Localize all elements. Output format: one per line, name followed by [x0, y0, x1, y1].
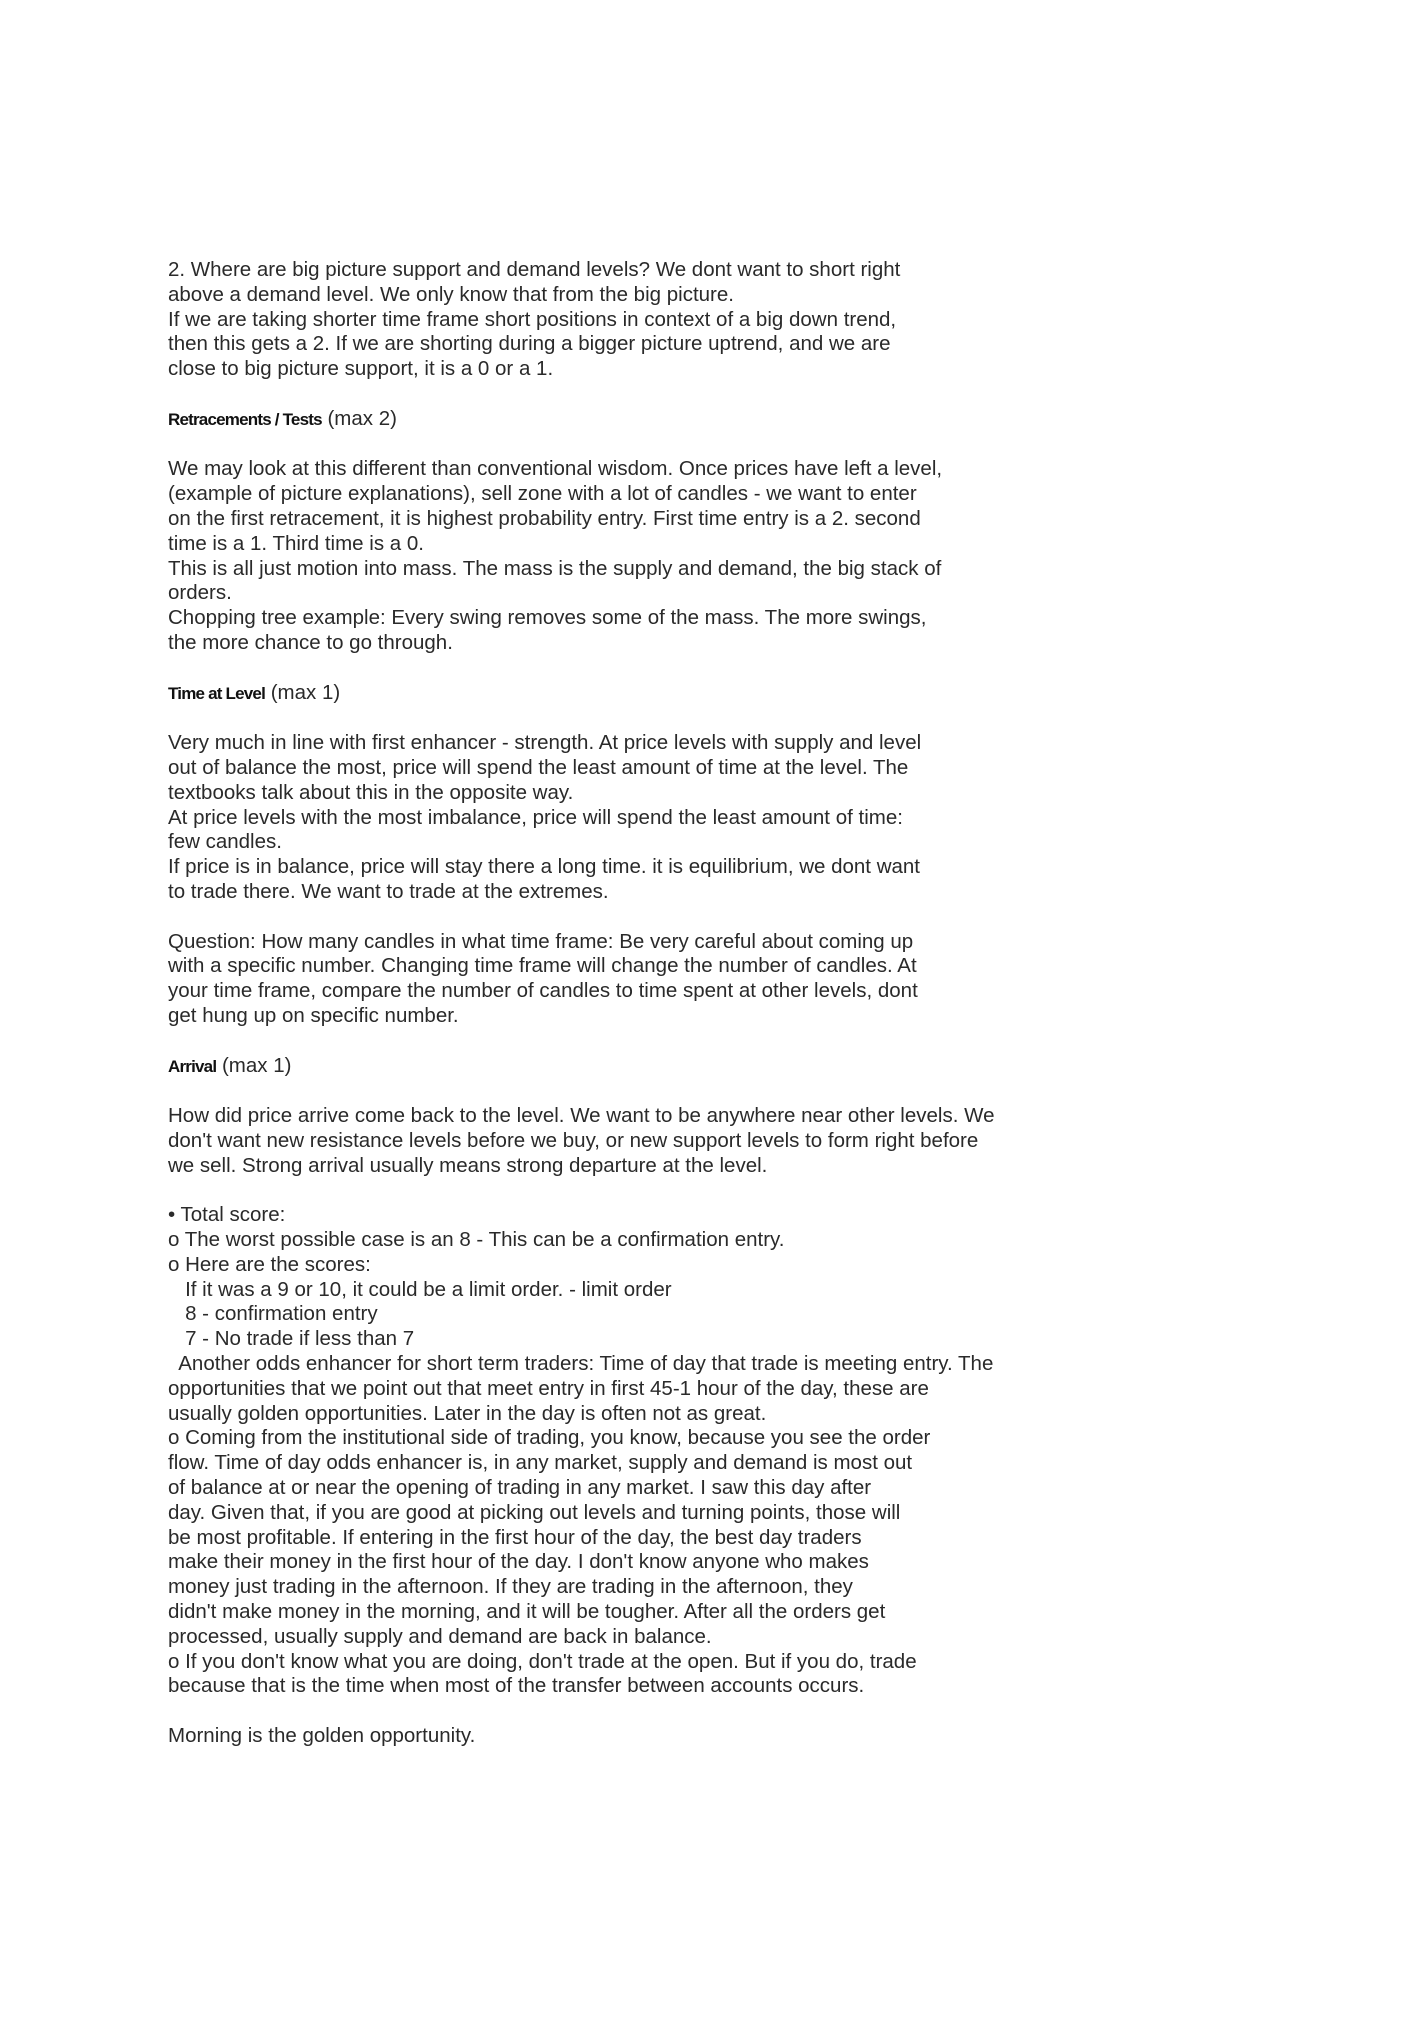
text-line: out of balance the most, price will spend the least amount of time at the level. The	[168, 755, 909, 779]
text-line: (example of picture explanations), sell zone with a lot of candles - we want to enter	[168, 482, 917, 506]
text-line: because that is the time when most of the transfer between accounts occurs.	[168, 1674, 865, 1698]
text-line: close to big picture support, it is a 0 or a 1.	[168, 357, 554, 381]
text-line: If price is in balance, price will stay there a long time. it is equilibrium, we dont want	[168, 855, 921, 879]
arrival-paragraph	[168, 1104, 1248, 1178]
time-at-level-title: Time at Level	[168, 683, 266, 703]
text-line: o Here are the scores:	[168, 1252, 371, 1276]
text-line: be most profitable. If entering in the first hour of the day, the best day traders	[168, 1525, 862, 1549]
text-line: didn't make money in the morning, and it will be tougher. After all the orders get	[168, 1600, 886, 1624]
text-line: get hung up on specific number.	[168, 1003, 459, 1027]
text-line: on the first retracement, it is highest probability entry. First time entry is a 2. second	[168, 506, 921, 530]
text-line: o The worst possible case is an 8 - This can be a confirmation entry.	[168, 1228, 785, 1252]
text-line: day. Given that, if you are good at picking out levels and turning points, those will	[168, 1500, 901, 1524]
text-line: above a demand level. We only know that from the big picture.	[168, 282, 734, 306]
text-line: then this gets a 2. If we are shorting during a bigger picture uptrend, and we are	[168, 332, 891, 356]
text-line: Another odds enhancer for short term traders: Time of day that trade is meeting entry. The	[168, 1352, 994, 1376]
text-line: make their money in the first hour of the day. I don't know anyone who makes	[168, 1550, 869, 1574]
text-line: the more chance to go through.	[168, 630, 453, 654]
closing-line: Morning is the golden opportunity.	[168, 1724, 476, 1748]
time-at-level-heading	[168, 681, 1248, 707]
support-demand-paragraph	[168, 258, 1248, 382]
text-line: don't want new resistance levels before we buy, or new support levels to form right before	[168, 1128, 979, 1152]
question-paragraph	[168, 930, 1248, 1029]
retracements-heading	[168, 407, 1248, 433]
text-line: o If you don't know what you are doing, don't trade at the open. But if you do, trade	[168, 1649, 917, 1673]
text-line: processed, usually supply and demand are back in balance.	[168, 1624, 712, 1648]
text-line: Chopping tree example: Every swing removes some of the mass. The more swings,	[168, 606, 927, 630]
arrival-title: Arrival	[168, 1056, 217, 1076]
time-at-level-paragraph	[168, 731, 1248, 905]
total-score-section	[168, 1203, 1248, 1699]
text-line: 2. Where are big picture support and demand levels? We dont want to short right	[168, 258, 901, 281]
text-line: orders.	[168, 581, 232, 605]
text-line: If it was a 9 or 10, it could be a limit order. - limit order	[168, 1277, 672, 1301]
text-line: If we are taking shorter time frame short positions in context of a big down trend,	[168, 307, 897, 331]
retracements-paragraph	[168, 457, 1248, 655]
text-line: we sell. Strong arrival usually means strong departure at the level.	[168, 1153, 768, 1177]
arrival-max: (max 1)	[216, 1053, 292, 1077]
text-line: o Coming from the institutional side of trading, you know, because you see the order	[168, 1426, 931, 1450]
text-line: 7 - No trade if less than 7	[168, 1327, 415, 1351]
retracements-max: (max 2)	[321, 406, 397, 430]
text-line: of balance at or near the opening of trading in any market. I saw this day after	[168, 1476, 872, 1500]
text-line: with a specific number. Changing time frame will change the number of candles. At	[168, 954, 917, 978]
text-line: to trade there. We want to trade at the extremes.	[168, 879, 609, 903]
document-page	[168, 258, 1248, 1749]
time-at-level-max: (max 1)	[265, 680, 341, 704]
text-line: • Total score:	[168, 1203, 286, 1227]
text-line: money just trading in the afternoon. If they are trading in the afternoon, they	[168, 1575, 853, 1599]
text-line: We may look at this different than conventional wisdom. Once prices have left a level,	[168, 457, 943, 481]
text-line: This is all just motion into mass. The mass is the supply and demand, the big stack of	[168, 556, 942, 580]
text-line: How did price arrive come back to the level. We want to be anywhere near other levels. We	[168, 1104, 995, 1128]
text-line: flow. Time of day odds enhancer is, in any market, supply and demand is most out	[168, 1451, 913, 1475]
text-line: opportunities that we point out that meet entry in first 45-1 hour of the day, these are	[168, 1376, 929, 1400]
retracements-title: Retracements / Tests	[168, 409, 322, 429]
arrival-heading	[168, 1054, 1248, 1080]
text-line: time is a 1. Third time is a 0.	[168, 531, 424, 555]
text-line: 8 - confirmation entry	[168, 1302, 378, 1326]
text-line: few candles.	[168, 830, 282, 854]
text-line: your time frame, compare the number of candles to time spent at other levels, dont	[168, 979, 918, 1003]
text-line: Question: How many candles in what time frame: Be very careful about coming up	[168, 929, 914, 953]
text-line: textbooks talk about this in the opposite way.	[168, 780, 574, 804]
text-line: At price levels with the most imbalance, price will spend the least amount of time:	[168, 805, 903, 829]
text-line: usually golden opportunities. Later in the day is often not as great.	[168, 1401, 767, 1425]
text-line: Very much in line with first enhancer - strength. At price levels with supply and level	[168, 731, 922, 755]
